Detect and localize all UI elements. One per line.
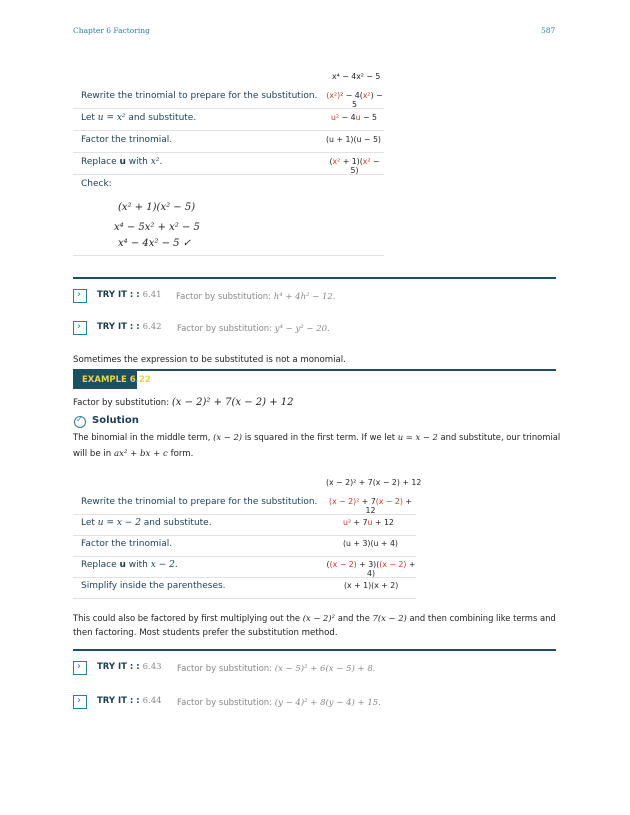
page-number: 587 — [541, 26, 556, 35]
try-it-6-42 — [73, 321, 473, 337]
table2-row-5-label: Simplify inside the parentheses. — [81, 581, 226, 591]
table2-row-4 — [73, 556, 416, 578]
section-divider-2 — [73, 649, 556, 651]
table2-row-3 — [73, 535, 416, 557]
table1-row-2-expr: u² − 4u − 5 — [331, 113, 377, 122]
example-badge — [73, 371, 151, 389]
table2-row-1 — [73, 493, 416, 515]
table2-row-5 — [73, 577, 416, 599]
table1-row-3 — [73, 131, 384, 153]
table2-head-expr: (x − 2)² + 7(x − 2) + 12 — [326, 478, 422, 487]
table2-row-2-label: Let u = x − 2 and substitute. — [81, 518, 212, 528]
table1-row-3-expr: (u + 1)(u − 5) — [326, 135, 381, 144]
try-it-label: TRY IT : : 6.42 — [97, 322, 162, 332]
table1-row-check — [73, 175, 384, 256]
table2-row-3-expr: (u + 3)(u + 4) — [343, 539, 398, 548]
check-line-1: (x² + 1)(x² − 5) — [118, 202, 196, 213]
try-it-label: TRY IT : : 6.44 — [97, 696, 162, 706]
try-it-expand-button[interactable] — [73, 321, 87, 335]
table2-row-5-expr: (x + 1)(x + 2) — [344, 581, 399, 590]
closing-paragraph-line-1: This could also be factored by first multiplying out the (x − 2)² and the 7(x − 2) and then combining like terms and — [73, 613, 556, 623]
table1-row-3-label: Factor the trinomial. — [81, 135, 173, 145]
try-it-text: Factor by substitution: y⁴ − y² − 20. — [177, 324, 330, 334]
table1-row-4-expr: (x² + 1)(x² − 5) — [329, 157, 380, 175]
table1-row-4-label: Replace u with x². — [81, 157, 163, 167]
example-prompt: Factor by substitution: (x − 2)² + 7(x − 2) + 12 — [73, 397, 294, 408]
try-it-6-44 — [73, 695, 493, 711]
table1-row-2-label: Let u = x² and substitute. — [81, 113, 197, 123]
check-label: Check: — [81, 179, 112, 189]
try-it-text: Factor by substitution: (y − 4)² + 8(y − 4) + 15. — [177, 698, 381, 708]
chapter-header: Chapter 6 Factoring — [73, 26, 150, 35]
chevron-right-icon: › — [77, 289, 81, 300]
table1-row-1 — [73, 87, 384, 109]
table1-row-1-expr: (x²)² − 4(x²) − 5 — [326, 91, 383, 109]
chevron-right-icon: › — [77, 661, 81, 672]
table1-row-4 — [73, 153, 384, 175]
chevron-right-icon: › — [77, 321, 81, 332]
try-it-6-41 — [73, 289, 473, 305]
try-it-expand-button[interactable] — [73, 695, 87, 709]
table2-row-3-label: Factor the trinomial. — [81, 539, 173, 549]
section-divider-1 — [73, 277, 556, 279]
table1-row-2 — [73, 109, 384, 131]
table2-row-1-label: Rewrite the trinomial to prepare for the substitution. — [81, 497, 318, 507]
table2-row-1-expr: (x − 2)² + 7(x − 2) + 12 — [329, 497, 412, 515]
try-it-expand-button[interactable] — [73, 661, 87, 675]
example-badge-label: EXAMPLE 6.22 — [82, 375, 151, 385]
intro-sentence: Sometimes the expression to be substituted is not a monomial. — [73, 355, 346, 365]
try-it-text: Factor by substitution: h⁴ + 4h² − 12. — [176, 292, 336, 302]
check-line-2: x⁴ − 5x² + x² − 5 — [114, 222, 200, 233]
table1-head-expr: x⁴ − 4x² − 5 — [332, 72, 381, 81]
try-it-label: TRY IT : : 6.41 — [97, 290, 162, 300]
try-it-6-43 — [73, 661, 493, 677]
table2-row-4-label: Replace u with x − 2. — [81, 560, 178, 570]
closing-paragraph-line-2: then factoring. Most students prefer the substitution method. — [73, 628, 338, 638]
try-it-expand-button[interactable] — [73, 289, 87, 303]
table2-row-4-expr: ((x − 2) + 3)((x − 2) + 4) — [326, 560, 416, 578]
check-line-3: x⁴ − 4x² − 5 ✓ — [118, 238, 192, 249]
try-it-text: Factor by substitution: (x − 5)² + 6(x − 5) + 8. — [177, 664, 376, 674]
try-it-label: TRY IT : : 6.43 — [97, 662, 162, 672]
table1-row-1-label: Rewrite the trinomial to prepare for the substitution. — [81, 91, 318, 101]
example-rule — [73, 369, 556, 371]
table2-row-2-expr: u² + 7u + 12 — [343, 518, 394, 527]
chevron-right-icon: › — [77, 695, 81, 706]
solution-paragraph-line-2: will be in ax² + bx + c form. — [73, 449, 194, 459]
table2-row-2 — [73, 514, 416, 536]
solution-title: Solution — [92, 415, 139, 426]
solution-paragraph-line-1: The binomial in the middle term, (x − 2) is squared in the first term. If we let u = x − 2 and substitute, our trinomial — [73, 432, 561, 442]
check-circle-icon: ✓ — [74, 416, 86, 428]
